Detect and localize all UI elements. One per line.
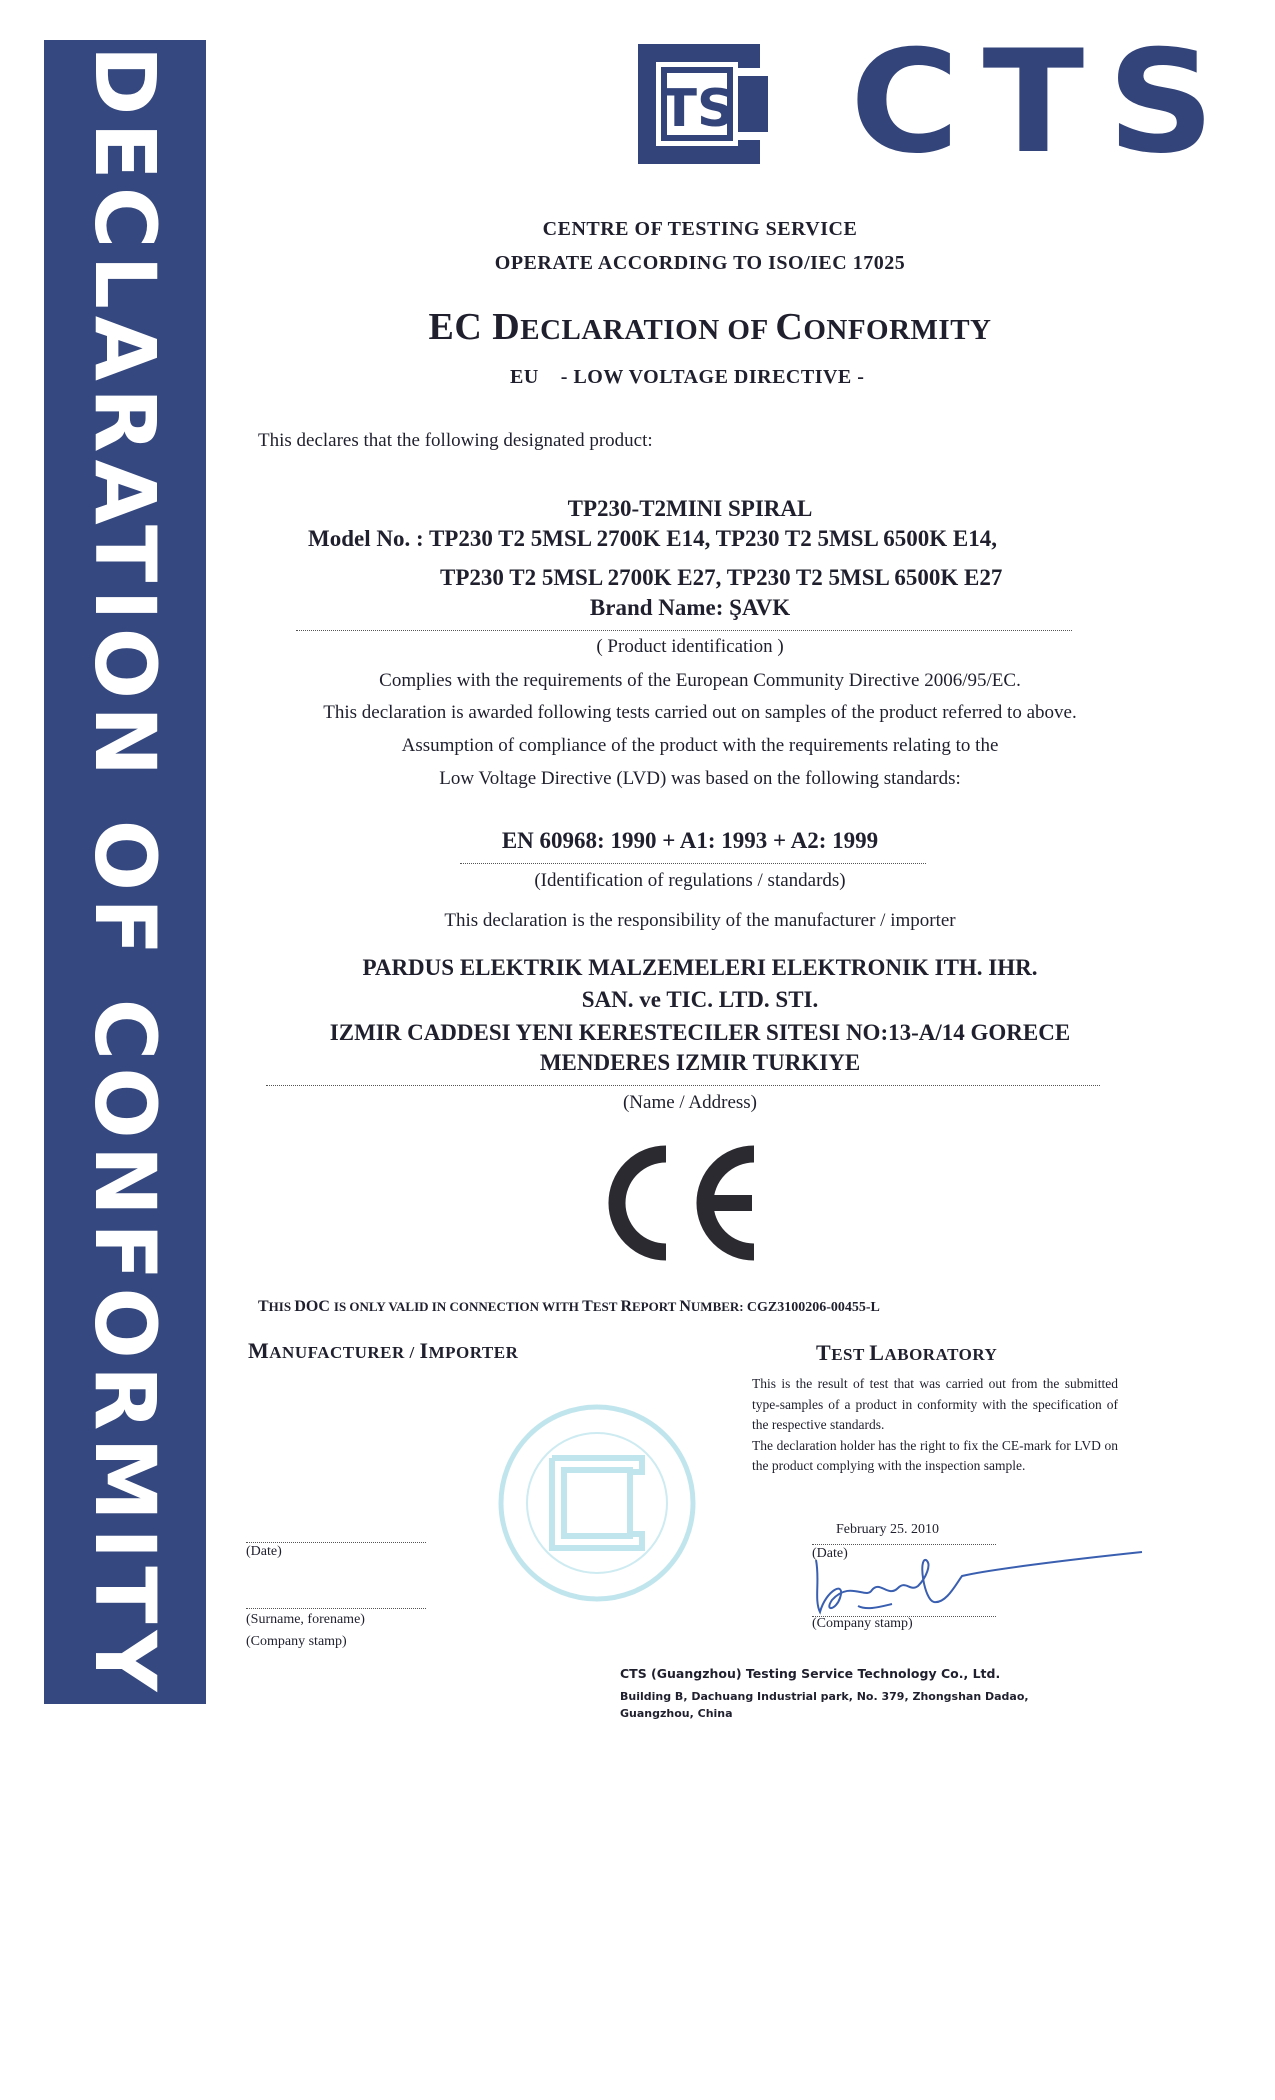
compliance-line-1: Complies with the requirements of the European Community Directive 2006/95/EC. — [379, 670, 1021, 691]
validity-p3-cap: T — [582, 1298, 593, 1315]
validity-notice — [258, 1298, 1158, 1316]
product-caption: ( Product identification ) — [596, 636, 784, 657]
model-line-2: TP230 T2 5MSL 2700K E27, TP230 T2 5MSL 6500K E27 — [440, 565, 1003, 590]
standards-divider — [460, 863, 926, 864]
standards-value: EN 60968: 1990 + A1: 1993 + A2: 1999 — [501, 828, 879, 853]
side-banner — [44, 40, 206, 1704]
product-name: TP230-T2MINI SPIRAL — [567, 496, 813, 521]
validity-p5-cap: N — [679, 1298, 691, 1315]
title-part1-cap: EC D — [428, 306, 521, 348]
lab-description-1: This is the result of test that was carried out from the submitted type-samples of a product in conformity with the specification of the respective standards. — [752, 1376, 1118, 1432]
manufacturer-line-1: PARDUS ELEKTRIK MALZEMELERI ELEKTRONIK ITH. IHR. — [362, 955, 1038, 980]
document-title — [250, 305, 1170, 349]
compliance-line-4: Low Voltage Directive (LVD) was based on the following standards: — [439, 768, 961, 789]
emblem-letters: TS — [661, 79, 735, 139]
validity-p1-sc: HIS — [268, 1299, 295, 1314]
cts-wordmark-logo: CTS — [850, 20, 1238, 185]
mfr-name-label: (Surname, forename) — [246, 1612, 365, 1627]
report-number: CGZ3100206-00455-L — [746, 1300, 880, 1315]
mfr-head-sc2: MPORTER — [428, 1343, 519, 1362]
validity-p2-sc: IS ONLY VALID IN CONNECTION WITH — [333, 1299, 583, 1314]
side-banner-text: DECLARATION OF CONFORMITY — [76, 45, 174, 1699]
manufacturer-caption: (Name / Address) — [622, 1092, 758, 1113]
validity-p1-cap: T — [258, 1298, 269, 1315]
lab-date-value: February 25. 2010 — [836, 1522, 940, 1537]
mfr-date-label: (Date) — [246, 1544, 282, 1559]
validity-p4-sc: EPORT — [632, 1299, 680, 1314]
product-divider — [296, 630, 1072, 631]
lab-description-2: The declaration holder has the right to fix the CE-mark for LVD on the product complying with the inspection sample. — [752, 1437, 1118, 1473]
mfr-head-sc1: ANUFACTURER / — [269, 1343, 420, 1362]
brand-name: Brand Name: ŞAVK — [589, 595, 791, 620]
manufacturer-line-2: SAN. ve TIC. LTD. STI. — [581, 987, 819, 1012]
manufacturer-line-3: IZMIR CADDESI YENI KERESTECILER SITESI NO:13-A/14 GORECE — [329, 1020, 1071, 1045]
lab-head-cap2: L — [869, 1340, 885, 1365]
title-part2-cap: C — [775, 306, 804, 348]
validity-p3-sc: EST — [592, 1299, 621, 1314]
lab-head-sc2: ABORATORY — [884, 1345, 998, 1364]
footer-company: CTS (Guangzhou) Testing Service Technology Co., Ltd. — [620, 1666, 1001, 1681]
lab-head-cap1: T — [816, 1340, 832, 1365]
header-line-1: CENTRE OF TESTING SERVICE — [542, 218, 858, 240]
responsibility-text: This declaration is the responsibility of the manufacturer / importer — [444, 910, 956, 931]
mfr-date-line — [246, 1542, 426, 1543]
title-part1-sc: ECLARATION OF — [520, 314, 776, 346]
standards-caption: (Identification of regulations / standards) — [534, 870, 846, 891]
lab-date-label: (Date) — [812, 1546, 848, 1561]
mfr-head-cap2: I — [419, 1338, 429, 1363]
validity-p5-sc: UMBER: — [690, 1299, 747, 1314]
footer-address-1: Building B, Dachuang Industrial park, No. 379, Zhongshan Dadao, — [620, 1690, 1029, 1703]
model-line-1: Model No. : TP230 T2 5MSL 2700K E14, TP230 T2 5MSL 6500K E14, — [308, 526, 998, 551]
mfr-head-cap1: M — [248, 1338, 270, 1363]
header-line-2: OPERATE ACCORDING TO ISO/IEC 17025 — [494, 252, 906, 274]
mfr-name-line — [246, 1608, 426, 1609]
manufacturer-divider — [266, 1085, 1100, 1086]
validity-p4-cap: R — [620, 1298, 632, 1315]
manufacturer-line-4: MENDERES IZMIR TURKIYE — [539, 1050, 861, 1075]
cts-emblem-logo — [628, 40, 778, 168]
lab-description — [752, 1374, 1118, 1477]
ce-mark-icon — [596, 1142, 768, 1264]
compliance-line-2: This declaration is awarded following tests carried out on samples of the product referred to above. — [323, 702, 1077, 723]
footer-address-2: Guangzhou, China — [620, 1707, 733, 1720]
title-part2-sc: ONFORMITY — [803, 314, 992, 346]
intro-text: This declares that the following designated product: — [258, 430, 653, 451]
lab-stamp-label: (Company stamp) — [812, 1616, 913, 1631]
lab-head-sc1: EST — [831, 1345, 870, 1364]
directive-subtitle: EU - LOW VOLTAGE DIRECTIVE - — [510, 366, 865, 388]
mfr-stamp-label: (Company stamp) — [246, 1634, 347, 1649]
validity-p2-cap: DOC — [294, 1298, 334, 1315]
lab-block-heading — [816, 1340, 1176, 1366]
compliance-line-3: Assumption of compliance of the product with the requirements relating to the — [401, 735, 999, 756]
manufacturer-block-heading — [248, 1338, 708, 1364]
stamp-seal-icon — [492, 1398, 702, 1608]
